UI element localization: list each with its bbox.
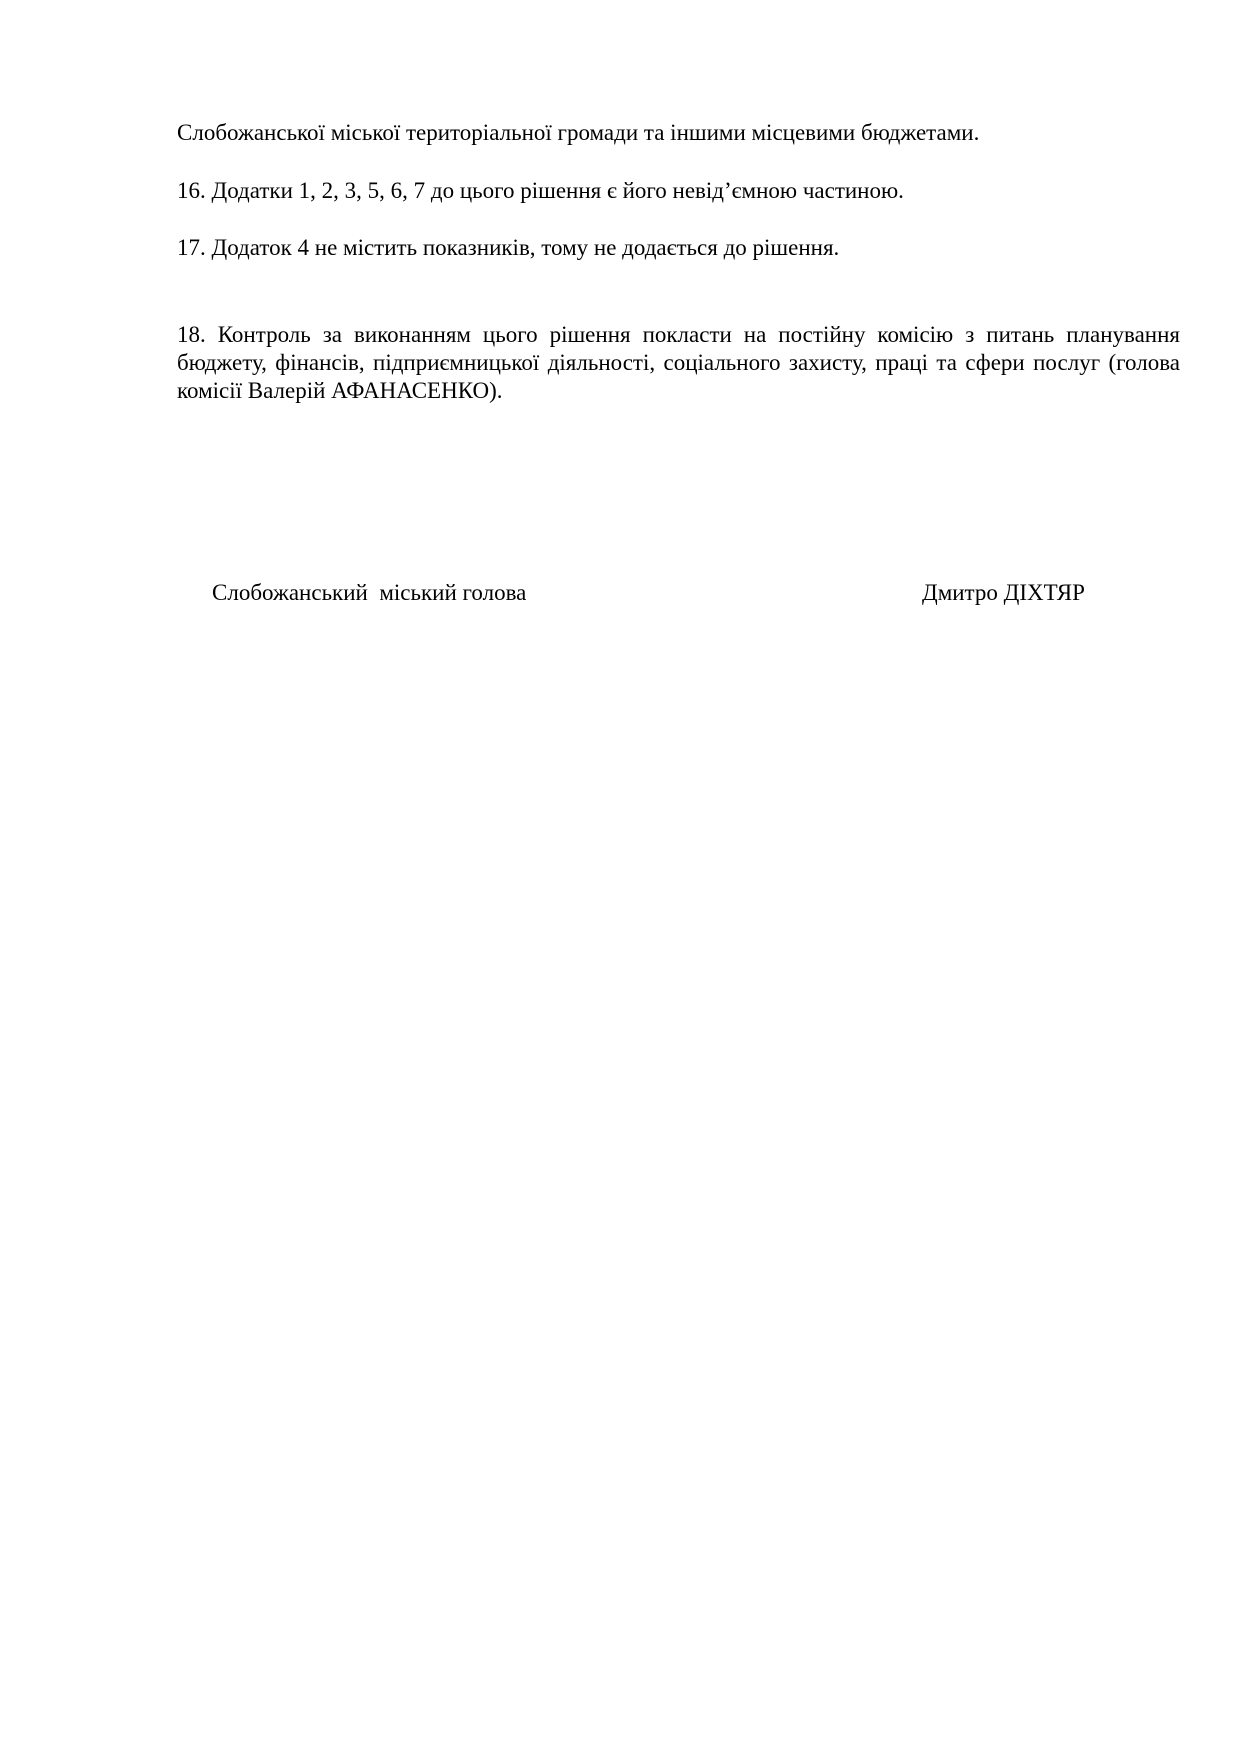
item-18: 18. Контроль за виконанням цього рішення покласти на постійну комісію з питань планування бюджету, фінансів, підприємницької діяльності, соціального захисту, праці та сфери послуг (голова комісії Валерій АФАНАСЕНКО). xyxy=(177,322,1180,403)
signature-name: Дмитро ДІХТЯР xyxy=(922,580,1085,605)
signature-position: Слобожанський міський голова xyxy=(212,580,527,605)
continuation-line: Слобожанської міської територіальної громади та іншими місцевими бюджетами. xyxy=(177,120,980,145)
item-17: 17. Додаток 4 не містить показників, тому не додається до рішення. xyxy=(177,235,840,260)
item-16: 16. Додатки 1, 2, 3, 5, 6, 7 до цього рішення є його невід’ємною частиною. xyxy=(177,178,904,203)
